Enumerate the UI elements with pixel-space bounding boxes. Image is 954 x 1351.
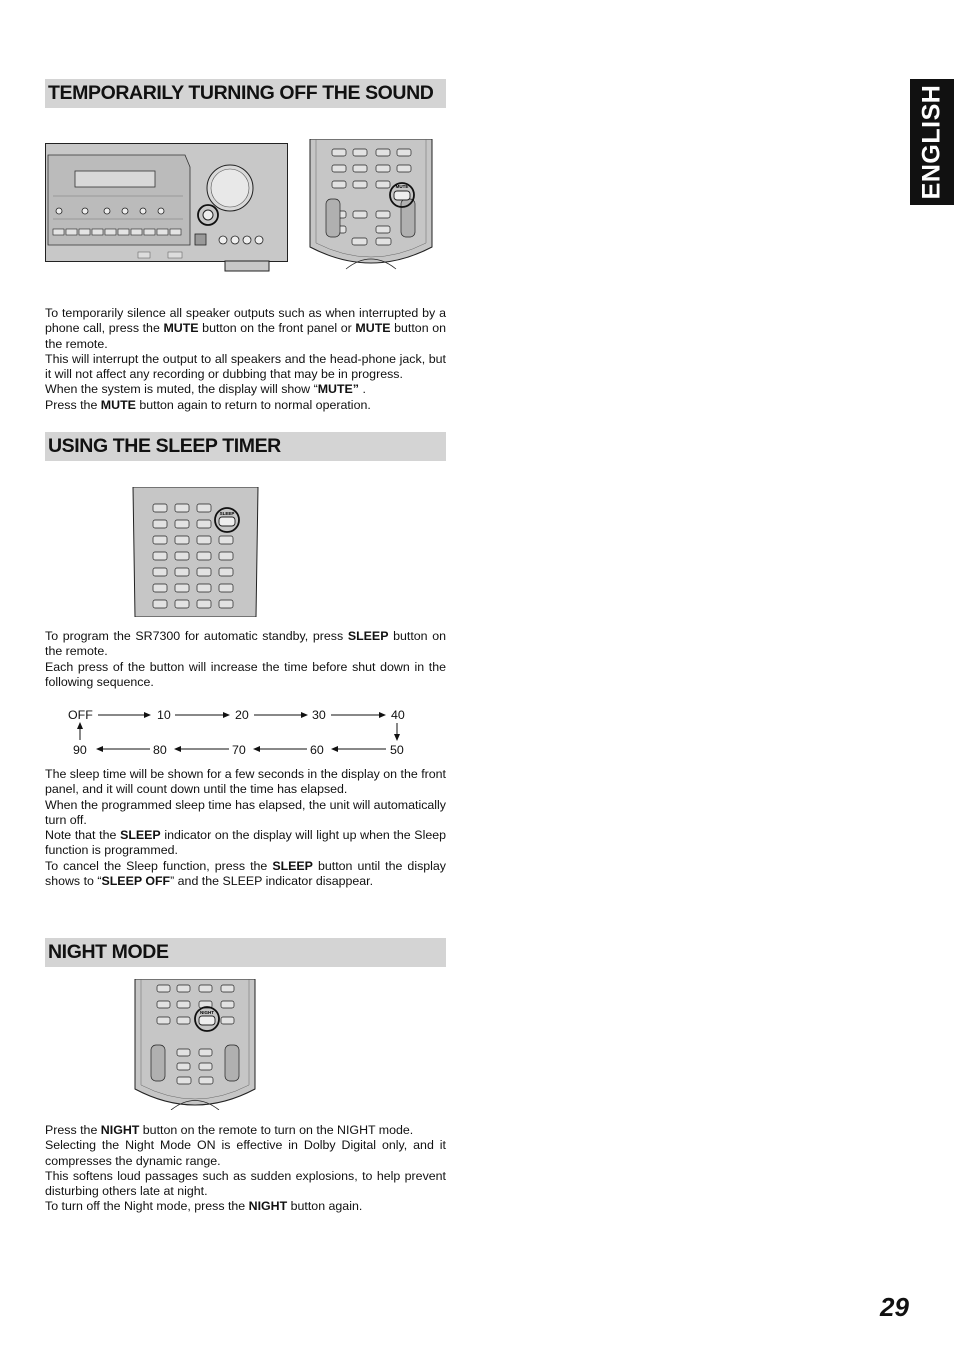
seq-value: OFF: [68, 708, 93, 722]
seq-value: 20: [235, 708, 249, 722]
sleep-body-b: [45, 767, 446, 889]
sleep-body-a: [45, 629, 446, 690]
language-tab: [910, 79, 954, 205]
mute-paragraph: When the system is muted, the display will show “MUTE” .: [45, 382, 366, 397]
sleep-paragraph: To program the SR7300 for automatic standby, press SLEEP button on the remote.: [45, 629, 446, 659]
seq-value: 70: [232, 743, 246, 757]
seq-value: 60: [310, 743, 324, 757]
night-paragraph: Selecting the Night Mode ON is effective in Dolby Digital only, and it compresses the dynamic range.: [45, 1138, 446, 1168]
mute-body: [45, 306, 446, 413]
section-title-night: NIGHT MODE: [48, 941, 169, 963]
seq-value: 10: [157, 708, 171, 722]
seq-value: 90: [73, 743, 87, 757]
night-paragraph: To turn off the Night mode, press the NIGHT button again.: [45, 1199, 363, 1214]
remote-sleep-label: SLEEP: [219, 511, 235, 516]
night-paragraph: Press the NIGHT button on the remote to turn on the NIGHT mode.: [45, 1123, 414, 1137]
page-number: 29: [880, 1292, 909, 1322]
mute-paragraph: Press the MUTE button again to return to normal operation.: [45, 397, 371, 412]
remote-illustration-sleep: [131, 487, 260, 617]
night-paragraph: This softens loud passages such as sudden explosions, to help prevent disturbing others late at night.: [45, 1168, 446, 1199]
seq-value: 30: [312, 708, 326, 722]
seq-value: 40: [391, 708, 405, 722]
section-title-mute: TEMPORARILY TURNING OFF THE SOUND: [48, 82, 434, 104]
section-title-sleep: USING THE SLEEP TIMER: [48, 435, 281, 457]
remote-illustration-mute: [306, 139, 436, 270]
mute-paragraph: To temporarily silence all speaker outputs such as when interrupted by a phone call, press the MUTE button on the front panel or MUTE button on the remote.: [45, 306, 446, 351]
sleep-sequence: [45, 704, 445, 760]
section-header-mute: [45, 79, 446, 108]
sleep-paragraph: Each press of the button will increase the time before shut down in the following sequence.: [45, 659, 446, 689]
seq-value: 50: [390, 743, 404, 757]
section-header-sleep: [45, 432, 446, 461]
sleep-paragraph: When the programmed sleep time has elapsed, the unit will automatically turn off.: [45, 797, 446, 827]
section-header-night: [45, 938, 446, 967]
night-body: [45, 1123, 446, 1215]
language-tab-label: ENGLISH: [917, 84, 946, 200]
mute-paragraph: This will interrupt the output to all speakers and the head-phone jack, but it will not affect any recording or dubbing that may be in progress.: [45, 351, 446, 382]
sleep-paragraph: The sleep time will be shown for a few seconds in the display on the front panel, and it will count down until the time has elapsed.: [45, 767, 446, 797]
seq-value: 80: [153, 743, 167, 757]
remote-night-label: NIGHT: [200, 1010, 214, 1015]
remote-illustration-night: [133, 979, 257, 1110]
sleep-paragraph: Note that the SLEEP indicator on the display will light up when the Sleep function is programmed.: [45, 828, 446, 858]
front-panel-illustration: [45, 143, 288, 272]
sleep-paragraph: To cancel the Sleep function, press the SLEEP button until the display shows to “SLEEP OFF” and the SLEEP indicator disappear.: [45, 858, 446, 889]
remote-mute-label: MUTE: [395, 184, 409, 189]
